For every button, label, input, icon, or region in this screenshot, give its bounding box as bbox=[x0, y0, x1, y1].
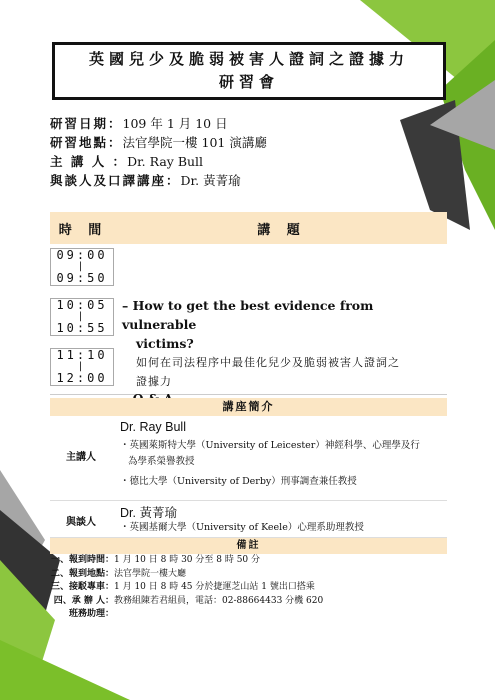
bio-role: 與談人 bbox=[66, 517, 96, 528]
info-date: 研習日期：109 年 1 月 10 日 bbox=[50, 116, 228, 131]
bio-speaker-2: 與談人 Dr. 黃菁瑜 ・英國基爾大學（University of Keele）心理系助理教授 bbox=[50, 501, 447, 538]
page-title: 英國兒少及脆弱被害人證詞之證據力 bbox=[88, 50, 409, 68]
time-slot-3: 11:10 | 12:00 bbox=[50, 348, 114, 386]
time-slot-2: 10:05 | 10:55 bbox=[50, 298, 114, 336]
topic-column-header: 講 題 bbox=[257, 222, 306, 238]
bio-name: Dr. 黃菁瑜 bbox=[120, 506, 177, 520]
bio-name: Dr. Ray Bull bbox=[120, 420, 186, 434]
event-info bbox=[50, 114, 267, 190]
info-speaker: 主 講 人 ：Dr. Ray Bull bbox=[50, 154, 204, 169]
page-subtitle: 研習會 bbox=[218, 73, 279, 91]
topic-1: – How to get the best evidence from vulnerable victims? 如何在司法程序中最佳化兒少及脆弱被害人證詞之 證據力 bbox=[122, 298, 400, 388]
notes-header: 備註 bbox=[50, 538, 447, 554]
note-item: 四、承 辦 人：教務組陳若君組員，電話：02-88664433 分機 620 bbox=[53, 595, 324, 606]
note-item: 三、接駁專車：1 月 10 日 8 時 45 分於捷運芝山站 1 號出口搭乘 bbox=[50, 582, 315, 592]
note-item: 一、報到時間：1 月 10 日 8 時 30 分至 8 時 50 分 bbox=[50, 555, 261, 565]
bottom-green-shape bbox=[0, 640, 130, 700]
speaker-bios bbox=[50, 398, 447, 538]
bio-header: 講座簡介 bbox=[50, 398, 447, 416]
note-item: 班務助理： bbox=[68, 609, 114, 619]
schedule-body bbox=[50, 244, 447, 395]
schedule-table bbox=[50, 212, 447, 395]
info-panelist: 與談人及口譯講座：Dr. 黃菁瑜 bbox=[50, 173, 241, 188]
info-location: 研習地點：法官學院一樓 101 演講廳 bbox=[50, 135, 267, 150]
time-column-header: 時 間 bbox=[58, 222, 108, 238]
title-box bbox=[52, 42, 446, 100]
notes-section bbox=[50, 538, 447, 622]
bio-role: 主講人 bbox=[66, 452, 96, 463]
bio-speaker-1: 主講人 Dr. Ray Bull ・英國萊斯特大學（University of Leicester）神經科學、心理學及行 為學系榮譽教授 ・德比大學（University of Derby）刑事調查兼任教授 bbox=[50, 416, 447, 501]
time-slot-1: 09:00 | 09:50 bbox=[50, 248, 114, 286]
schedule-header bbox=[50, 212, 447, 244]
note-item: 二、報到地點：法官學院一樓大廳 bbox=[50, 568, 187, 579]
